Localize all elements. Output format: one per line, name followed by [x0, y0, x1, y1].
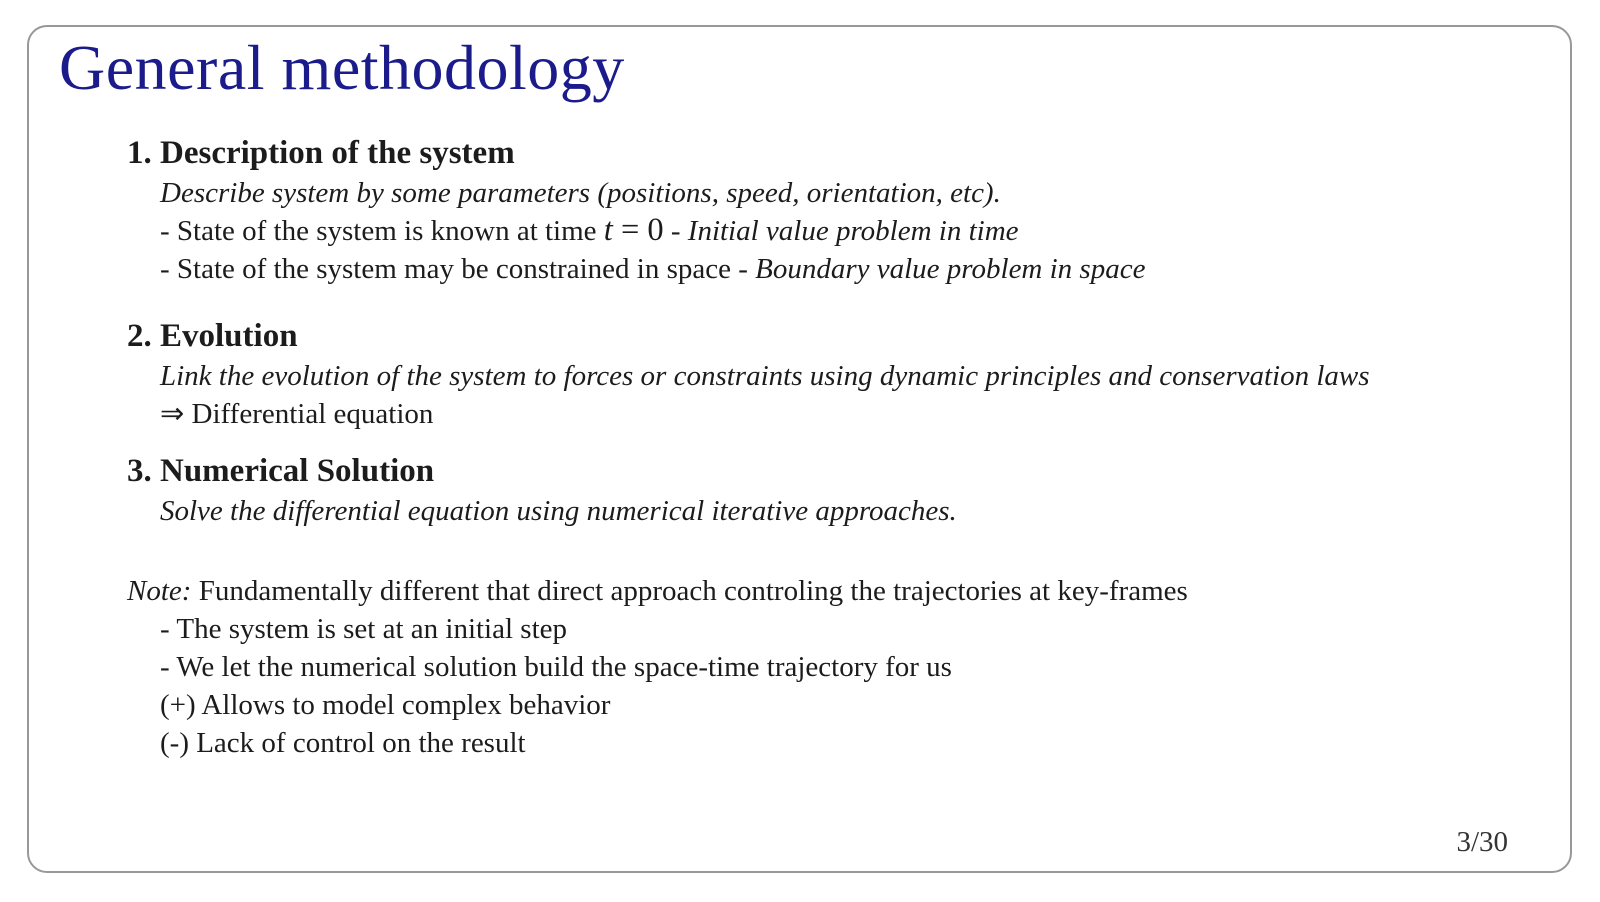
text-segment: (-) Lack of control on the result — [160, 726, 526, 759]
section-heading — [127, 316, 1530, 357]
text-segment: - The system is set at an initial step — [160, 612, 568, 645]
section-number: 2. — [127, 317, 152, 354]
text-segment: - State of the system may be constrained in space - — [160, 252, 756, 285]
note-line — [160, 724, 1530, 762]
sections-container — [127, 133, 1530, 530]
section — [127, 451, 1530, 530]
slide-frame — [27, 25, 1572, 873]
page-number: 3/30 — [1456, 826, 1508, 858]
section-heading-text: Description of the system — [160, 134, 515, 171]
text-segment: = 0 — [612, 211, 664, 248]
text-segment: ⇒ Differential equation — [160, 397, 434, 430]
text-line — [160, 212, 1530, 250]
text-segment: - — [663, 214, 688, 247]
text-line — [160, 395, 1530, 433]
text-segment: Link the evolution of the system to forces or constraints using dynamic principles and conservation laws — [160, 359, 1370, 392]
section — [127, 316, 1530, 433]
section-heading-text: Numerical Solution — [160, 452, 435, 489]
section — [127, 133, 1530, 288]
section-lines — [127, 357, 1530, 433]
section-heading-text: Evolution — [160, 317, 298, 354]
text-line — [160, 250, 1530, 288]
text-segment: Initial value problem in time — [687, 214, 1019, 247]
text-segment: - State of the system is known at time — [160, 214, 604, 247]
note-block — [127, 572, 1530, 762]
slide-title: General methodology — [59, 32, 625, 103]
section-lines — [127, 492, 1530, 530]
text-line — [160, 492, 1530, 530]
note-line — [160, 648, 1530, 686]
note-line — [160, 610, 1530, 648]
section-number: 3. — [127, 452, 152, 489]
section-lines — [127, 174, 1530, 288]
section-heading — [127, 451, 1530, 492]
note-line — [127, 572, 1530, 610]
text-segment: t — [603, 211, 613, 248]
text-segment: Note: — [127, 574, 192, 607]
text-segment: (+) Allows to model complex behavior — [160, 688, 611, 721]
text-segment: - We let the numerical solution build the space-time trajectory for us — [160, 650, 952, 683]
section-heading — [127, 133, 1530, 174]
text-segment: Fundamentally different that direct approach controling the trajectories at key-frames — [191, 574, 1188, 607]
text-segment: Solve the differential equation using numerical iterative approaches. — [160, 494, 957, 527]
text-line — [160, 357, 1530, 395]
text-segment: Boundary value problem in space — [755, 252, 1146, 285]
section-number: 1. — [127, 134, 152, 171]
text-line — [160, 174, 1530, 212]
slide-content — [127, 133, 1530, 762]
note-line — [160, 686, 1530, 724]
text-segment: Describe system by some parameters (positions, speed, orientation, etc). — [160, 176, 1001, 209]
